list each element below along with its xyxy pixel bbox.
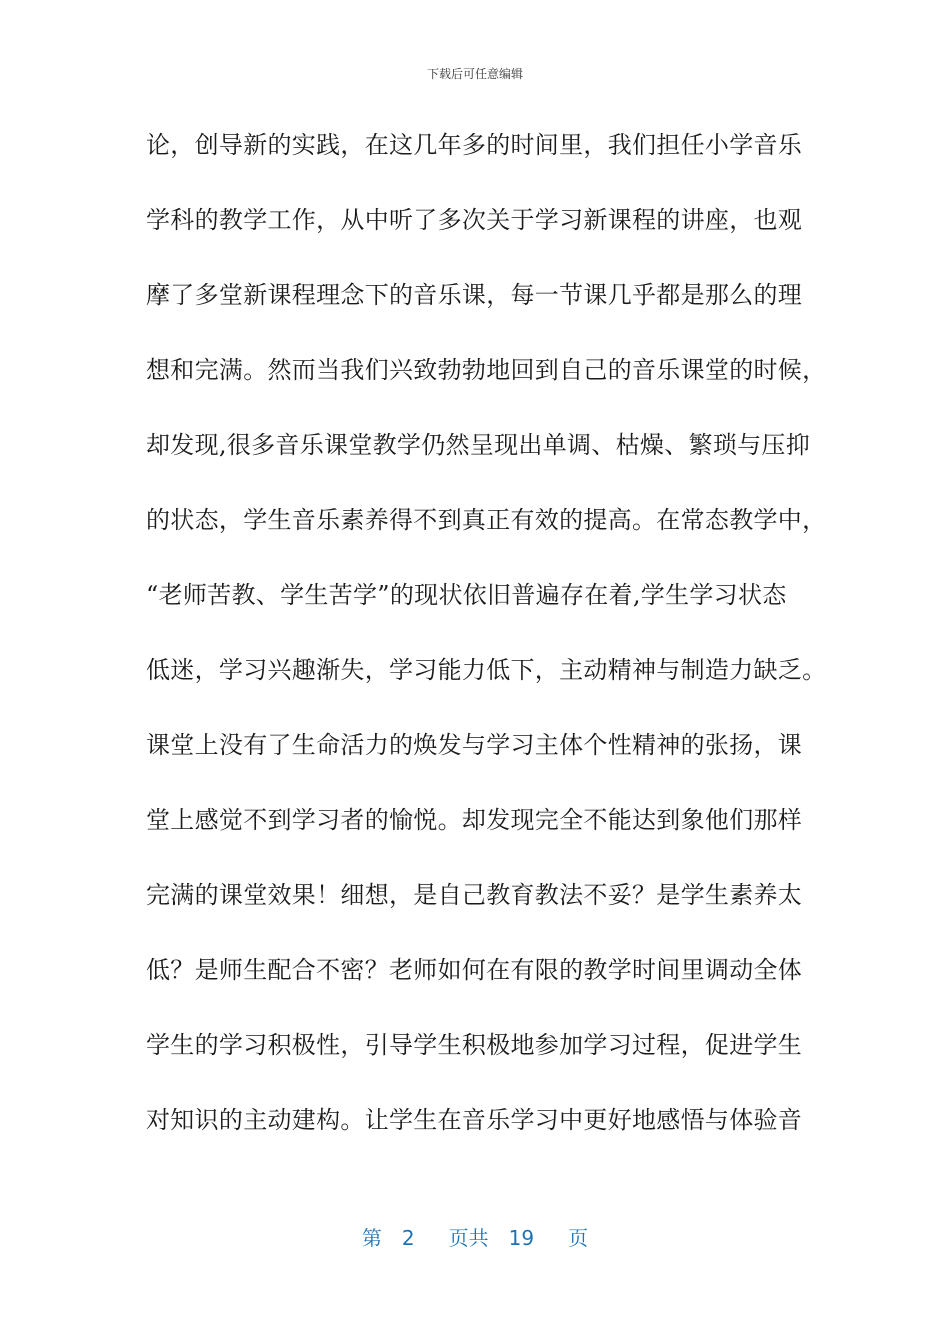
page-number-footer <box>0 1224 950 1252</box>
text-line: “老师苦教、学生苦学”的现状依旧普遍存在着,学生学习状态 <box>146 581 787 609</box>
text-line: 堂上感觉不到学习者的愉悦。却发现完全不能达到象他们那样 <box>146 806 803 834</box>
text-line: 想和完满。然而当我们兴致勃勃地回到自己的音乐课堂的时候， <box>146 356 827 384</box>
total-pages-number: 19 <box>508 1226 535 1250</box>
body-text <box>146 126 826 1176</box>
text-line: 学生的学习积极性，引导学生积极地参加学习过程，促进学生 <box>146 1031 803 1059</box>
text-line: 论，创导新的实践，在这几年多的时间里，我们担任小学音乐 <box>146 131 803 159</box>
text-line: 低？是师生配合不密？老师如何在有限的教学时间里调动全体 <box>146 956 803 984</box>
text-line: 对知识的主动建构。让学生在音乐学习中更好地感悟与体验音 <box>146 1106 803 1134</box>
footer-suffix: 页 <box>568 1226 589 1250</box>
text-line: 的状态，学生音乐素养得不到真正有效的提高。在常态教学中， <box>146 506 827 534</box>
text-line: 摩了多堂新课程理念下的音乐课，每一节课几乎都是那么的理 <box>146 281 803 309</box>
page-header: 下载后可任意编辑 <box>426 67 523 81</box>
current-page-number: 2 <box>401 1226 415 1250</box>
text-line: 课堂上没有了生命活力的焕发与学习主体个性精神的张扬，课 <box>146 731 803 759</box>
footer-middle: 页共 <box>448 1226 489 1250</box>
text-line: 低迷，学习兴趣渐失，学习能力低下，主动精神与制造力缺乏。 <box>146 656 827 684</box>
footer-prefix: 第 <box>361 1226 382 1250</box>
text-line: 学科的教学工作，从中听了多次关于学习新课程的讲座，也观 <box>146 206 803 234</box>
text-line: 完满的课堂效果！细想，是自己教育教法不妥？是学生素养太 <box>146 881 803 909</box>
text-line: 却发现,很多音乐课堂教学仍然呈现出单调、枯燥、繁琐与压抑 <box>146 431 811 459</box>
